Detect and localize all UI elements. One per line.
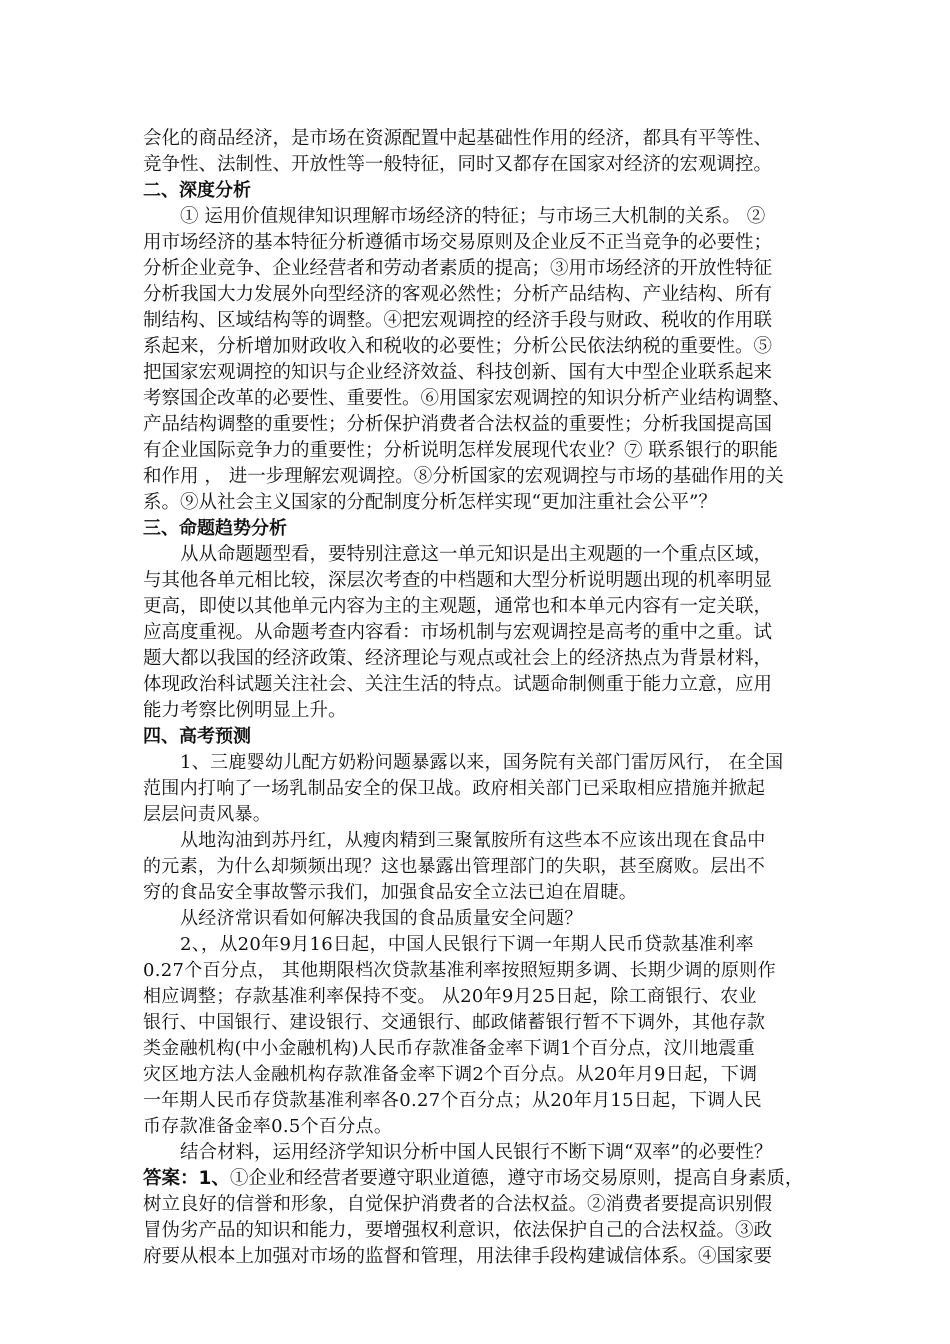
- paragraph-line: 更高，即使以其他单元内容为主的主观题，通常也和本单元内容有一定关联，: [143, 596, 773, 617]
- paragraph-line: 穷的食品安全事故警示我们，加强食品安全立法已迫在眉睫。: [143, 882, 638, 903]
- paragraph-line: 府要从根本上加强对市场的监督和管理，用法律手段构建诚信体系。④国家要: [143, 1246, 773, 1267]
- paragraph-line: 产品结构调整的重要性；分析保护消费者合法权益的重要性；分析我国提高国: [143, 414, 773, 435]
- paragraph-line: 用市场经济的基本特征分析遵循市场交易原则及企业反不正当竞争的必要性；: [143, 232, 773, 253]
- paragraph-line: 应高度重视。从命题考查内容看：市场机制与宏观调控是高考的重中之重。试: [143, 622, 773, 643]
- paragraph-line: 从从命题题型看，要特别注意这一单元知识是出主观题的一个重点区域，: [180, 544, 773, 565]
- paragraph-line: 分析我国大力发展外向型经济的客观必然性；分析产品结构、产业结构、所有: [143, 284, 773, 305]
- paragraph-line: 系。⑨从社会主义国家的分配制度分析怎样实现“更加注重社会公平”？: [143, 492, 717, 513]
- paragraph-line: 考察国企改革的必要性、重要性。⑥用国家宏观调控的知识分析产业结构调整、: [143, 388, 791, 409]
- question-line: 结合材料，运用经济学知识分析中国人民银行不断下调“双率”的必要性？: [180, 1142, 773, 1163]
- paragraph-line: 题大都以我国的经济政策、经济理论与观点或社会上的经济热点为背景材料，: [143, 648, 773, 669]
- answer-first-line: [143, 1166, 803, 1192]
- paragraph-line: 的元素，为什么却频频出现？这也暴露出管理部门的失职，甚至腐败。层出不: [143, 856, 766, 877]
- paragraph-line: 有企业国际竞争力的重要性；分析说明怎样发展现代农业？⑦ 联系银行的职能: [143, 440, 778, 461]
- paragraph-line: 冒伪劣产品的知识和能力，要增强权利意识，依法保护自己的合法权益。③政: [143, 1220, 773, 1241]
- paragraph-line: 制结构、区域结构等的调整。④把宏观调控的经济手段与财政、税收的作用联: [143, 310, 773, 331]
- paragraph-line: 系起来，分析增加财政收入和税收的必要性；分析公民依法纳税的重要性。⑤: [143, 336, 773, 357]
- paragraph-line: 一年期人民币存贷款基准利率各0.27个百分点；从20年月15日起，下调人民: [143, 1090, 762, 1111]
- paragraph-line: 币存款准备金率0.5个百分点。: [143, 1116, 393, 1137]
- section-heading-depth-analysis: 二、深度分析: [143, 180, 251, 201]
- paragraph-line: 分析企业竞争、企业经营者和劳动者素质的提高；③用市场经济的开放性特征: [143, 258, 773, 279]
- paragraph-line: 竞争性、法制性、开放性等一般特征，同时又都存在国家对经济的宏观调控。: [143, 154, 773, 175]
- paragraph-line: 2、，从20年9月16日起，中国人民银行下调一年期人民币贷款基准利率: [180, 934, 754, 955]
- paragraph-line: 相应调整；存款基准利率保持不变。 从20年9月25日起，除工商银行、农业: [143, 986, 757, 1007]
- paragraph-line: 银行、中国银行、建设银行、交通银行、邮政储蓄银行暂不下调外，其他存款: [143, 1012, 766, 1033]
- paragraph-line: 和作用 ， 进一步理解宏观调控。⑧分析国家的宏观调控与市场的基础作用的关: [143, 466, 784, 487]
- question-line: 从经济常识看如何解决我国的食品质量安全问题？: [180, 908, 583, 929]
- answer-label: 答案：1、: [143, 1168, 230, 1189]
- paragraph-line: 范围内打响了一场乳制品安全的保卫战。政府相关部门已采取相应措施并掀起: [143, 778, 766, 799]
- paragraph-line: 树立良好的信誉和形象，自觉保护消费者的合法权益。②消费者要提高识别假: [143, 1194, 773, 1215]
- paragraph-line: 会化的商品经济，是市场在资源配置中起基础性作用的经济，都具有平等性、: [143, 128, 773, 149]
- paragraph-line: 层层问责风暴。: [143, 804, 272, 825]
- paragraph-line: 灾区地方法人金融机构存款准备金率下调2个百分点。从20年月9日起，下调: [143, 1064, 758, 1085]
- paragraph-line: 1、三鹿婴幼儿配方奶粉问题暴露以来，国务院有关部门雷厉风行， 在全国: [180, 752, 784, 773]
- paragraph-line: 体现政治科试题关注社会、关注生活的特点。试题命制侧重于能力立意，应用: [143, 674, 773, 695]
- section-heading-trend-analysis: 三、命题趋势分析: [143, 518, 287, 539]
- paragraph-line: 能力考察比例明显上升。: [143, 700, 347, 721]
- section-heading-exam-forecast: 四、高考预测: [143, 726, 251, 747]
- paragraph-line: 与其他各单元相比较，深层次考查的中档题和大型分析说明题出现的机率明显: [143, 570, 773, 591]
- paragraph-line: 把国家宏观调控的知识与企业经济效益、科技创新、国有大中型企业联系起来: [143, 362, 773, 383]
- paragraph-line: ① 运用价值规律知识理解市场经济的特征；与市场三大机制的关系。 ②: [180, 206, 766, 227]
- paragraph-line: 从地沟油到苏丹红，从瘦肉精到三聚氰胺所有这些本不应该出现在食品中: [180, 830, 766, 851]
- paragraph-line: 0.27个百分点， 其他期限档次贷款基准利率按照短期多调、长期少调的原则作: [143, 960, 776, 981]
- answer-text: ①企业和经营者要遵守职业道德，遵守市场交易原则，提高自身素质，: [229, 1168, 804, 1189]
- paragraph-line: 类金融机构(中小金融机构)人民币存款准备金率下调1个百分点，汶川地震重: [143, 1038, 755, 1059]
